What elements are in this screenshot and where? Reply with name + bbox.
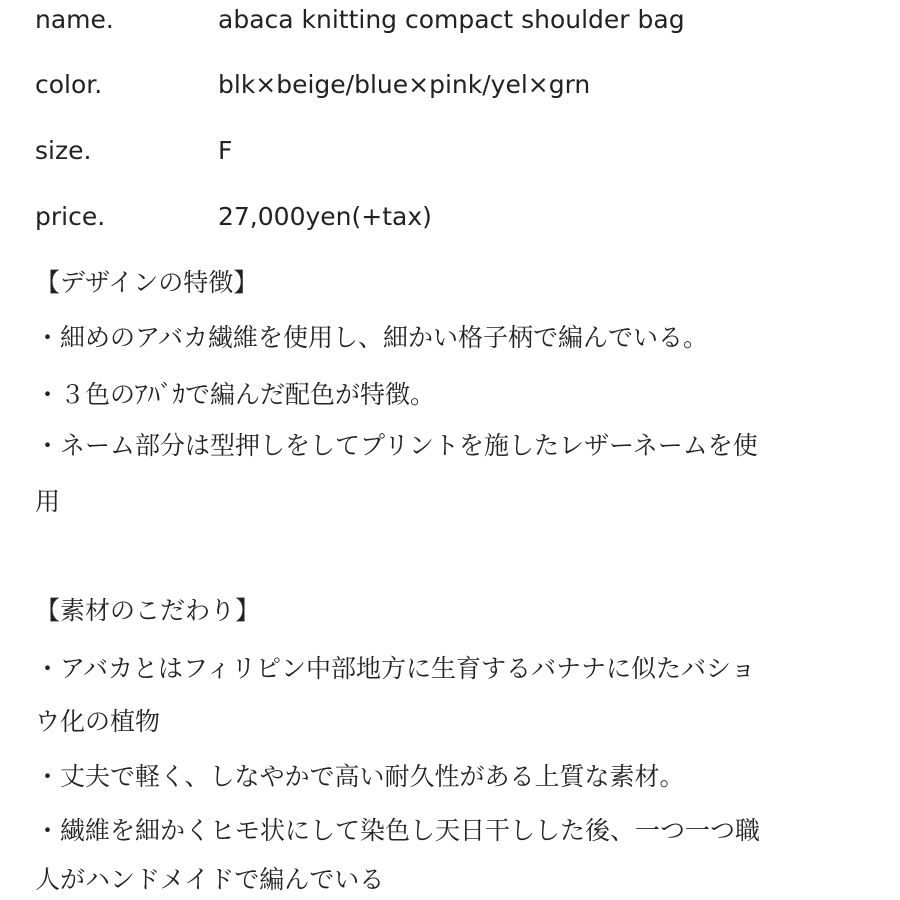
material-line: 人がハンドメイドで編んでいる [35, 865, 385, 894]
design-line: ・３色のｱﾊﾞｶで編んだ配色が特徴。 [35, 380, 436, 409]
spec-value: abaca knitting compact shoulder bag [218, 5, 685, 34]
design-line: 用 [35, 487, 61, 516]
material-line: ウ化の植物 [35, 707, 161, 736]
spec-row-size [35, 131, 875, 171]
material-line: ・アバカとはフィリピン中部地方に生育するバナナに似たバショ [35, 654, 756, 683]
design-line: ・ネーム部分は型押しをしてプリントを施したレザーネームを使 [35, 431, 758, 460]
spec-label: color. [35, 70, 103, 99]
spec-row-name [35, 0, 875, 40]
design-line: ・細めのアバカ繊維を使用し、細かい格子柄で編んでいる。 [35, 323, 709, 352]
spec-label: name. [35, 5, 114, 34]
material-line: ・丈夫で軽く、しなやかで高い耐久性がある上質な素材。 [35, 762, 685, 791]
spec-row-price [35, 197, 875, 237]
material-line: ・繊維を細かくヒモ状にして染色し天日干しした後、一つ一つ職 [35, 816, 761, 845]
design-heading: 【デザインの特徴】 [35, 268, 259, 297]
spec-label: price. [35, 202, 106, 231]
material-heading: 【素材のこだわり】 [35, 596, 261, 625]
spec-value: blk×beige/blue×pink/yel×grn [218, 70, 591, 99]
spec-label: size. [35, 136, 92, 165]
spec-value: F [218, 136, 233, 165]
spec-row-color [35, 65, 875, 105]
spec-value: 27,000yen(+tax) [218, 202, 432, 231]
